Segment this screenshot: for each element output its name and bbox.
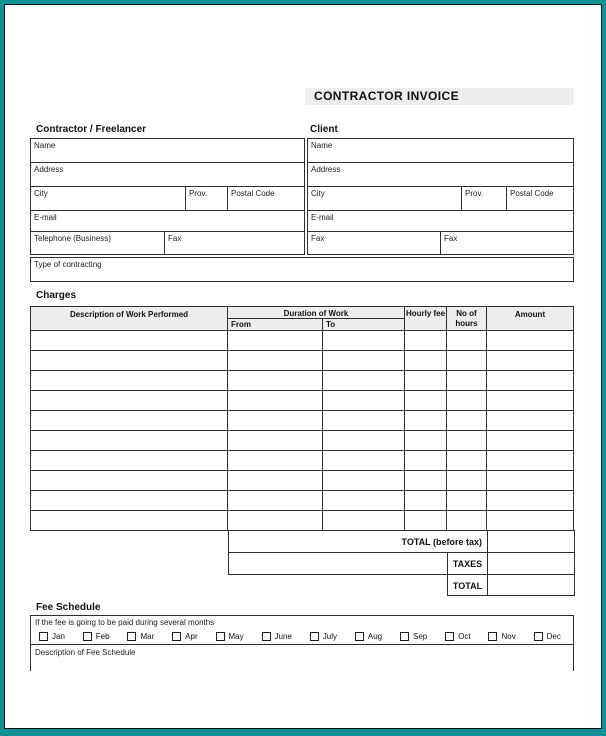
taxes-spacer-cell	[228, 552, 448, 575]
fee-description-field[interactable]	[31, 645, 573, 660]
field-label: Telephone (Business)	[34, 234, 111, 243]
client-prov-field[interactable]	[462, 187, 507, 210]
contractor-telephone-field[interactable]	[31, 232, 165, 254]
charge-cell-description[interactable]	[31, 411, 228, 430]
charge-cell-to[interactable]	[323, 411, 405, 430]
charge-cell-hours[interactable]	[447, 511, 487, 530]
charge-cell-description[interactable]	[31, 391, 228, 410]
charge-cell-hours[interactable]	[447, 491, 487, 510]
checkbox-mar[interactable]	[127, 632, 136, 641]
client-telephone-field[interactable]	[308, 232, 441, 254]
field-label: City	[34, 189, 48, 198]
field-label: Type of contracting	[34, 260, 102, 269]
field-label: E-mail	[311, 213, 334, 222]
charge-cell-from[interactable]	[228, 491, 323, 510]
contractor-info-table	[30, 138, 305, 255]
charge-cell-to[interactable]	[323, 511, 405, 530]
charge-cell-from[interactable]	[228, 471, 323, 490]
charges-table	[30, 306, 574, 531]
month-label: Dec	[546, 631, 561, 641]
fee-schedule-note: If the fee is going to be paid during several months	[35, 618, 215, 627]
field-label: City	[311, 189, 325, 198]
month-option	[83, 632, 110, 641]
checkbox-dec[interactable]	[534, 632, 543, 641]
month-label: Nov	[501, 631, 516, 641]
charge-cell-hourly-fee[interactable]	[405, 511, 447, 530]
charge-cell-from[interactable]	[228, 331, 323, 350]
checkbox-jan[interactable]	[39, 632, 48, 641]
charge-cell-hours[interactable]	[447, 371, 487, 390]
charge-cell-hourly-fee[interactable]	[405, 351, 447, 370]
charges-table-header	[31, 307, 573, 330]
checkbox-feb[interactable]	[83, 632, 92, 641]
month-option	[400, 632, 427, 641]
field-label: Fax	[444, 234, 458, 243]
checkbox-june[interactable]	[262, 632, 271, 641]
field-label: Name	[311, 141, 333, 150]
month-label: Jan	[52, 631, 65, 641]
month-label: Oct	[458, 631, 471, 641]
charge-cell-hourly-fee[interactable]	[405, 431, 447, 450]
field-label: Prov.	[465, 189, 484, 198]
charge-cell-amount[interactable]	[487, 371, 573, 390]
charge-cell-hours[interactable]	[447, 331, 487, 350]
charge-cell-hours[interactable]	[447, 351, 487, 370]
total-before-tax-label: TOTAL (before tax)	[228, 530, 488, 553]
month-label: Sep	[413, 631, 428, 641]
charge-cell-amount[interactable]	[487, 411, 573, 430]
field-label: Address	[34, 165, 64, 174]
charge-cell-amount[interactable]	[487, 511, 573, 530]
charge-cell-hours[interactable]	[447, 391, 487, 410]
charge-cell-from[interactable]	[228, 371, 323, 390]
contractor-prov-field[interactable]	[186, 187, 228, 210]
total-amount-cell[interactable]	[487, 574, 575, 596]
month-label: Feb	[95, 631, 110, 641]
total-row	[447, 574, 575, 596]
charge-cell-from[interactable]	[228, 411, 323, 430]
month-option	[355, 632, 382, 641]
charge-cell-amount[interactable]	[487, 391, 573, 410]
fee-schedule-section-heading: Fee Schedule	[36, 602, 101, 613]
charge-cell-from[interactable]	[228, 451, 323, 470]
checkbox-apr[interactable]	[172, 632, 181, 641]
charge-cell-amount[interactable]	[487, 451, 573, 470]
charge-cell-description[interactable]	[31, 371, 228, 390]
charge-cell-to[interactable]	[323, 491, 405, 510]
month-option	[172, 632, 197, 641]
month-option	[445, 632, 470, 641]
month-option	[216, 632, 244, 641]
month-label: Aug	[367, 631, 383, 641]
field-label: Fax	[311, 234, 325, 243]
charge-cell-amount[interactable]	[487, 351, 573, 370]
charge-cell-amount[interactable]	[487, 491, 573, 510]
charge-cell-from[interactable]	[228, 431, 323, 450]
charge-cell-amount[interactable]	[487, 431, 573, 450]
charge-cell-hourly-fee[interactable]	[405, 391, 447, 410]
client-city-field[interactable]	[308, 187, 462, 210]
field-label: Description of Fee Schedule	[35, 648, 136, 657]
field-label: Postal Code	[231, 189, 275, 198]
month-label: June	[274, 631, 292, 641]
client-fax-field[interactable]	[441, 232, 573, 254]
charge-cell-description[interactable]	[31, 491, 228, 510]
fee-schedule-box	[30, 615, 574, 671]
contractor-section-heading: Contractor / Freelancer	[36, 124, 147, 135]
checkbox-july[interactable]	[310, 632, 319, 641]
month-option	[488, 632, 515, 641]
page-title: CONTRACTOR INVOICE	[305, 88, 574, 105]
contractor-address-field[interactable]	[31, 163, 304, 186]
type-of-contracting-field[interactable]	[30, 257, 574, 282]
contractor-email-field[interactable]	[31, 211, 304, 231]
charge-cell-hours[interactable]	[447, 411, 487, 430]
charge-cell-to[interactable]	[323, 391, 405, 410]
charge-row	[31, 490, 573, 510]
col-header-from: From	[228, 319, 323, 330]
month-label: July	[322, 631, 337, 641]
taxes-row	[228, 552, 575, 575]
invoice-page	[4, 4, 602, 729]
charge-cell-description[interactable]	[31, 451, 228, 470]
charge-row	[31, 510, 573, 530]
month-label: Apr	[185, 631, 198, 641]
checkbox-aug[interactable]	[355, 632, 364, 641]
col-header-to: To	[326, 320, 336, 329]
client-section-heading: Client	[310, 124, 338, 135]
month-label: Mar	[140, 631, 155, 641]
field-label: Name	[34, 141, 56, 150]
charge-row	[31, 370, 573, 390]
contractor-postal-code-field[interactable]	[228, 187, 304, 210]
charge-cell-hours[interactable]	[447, 451, 487, 470]
fee-schedule-months-row	[31, 628, 573, 645]
checkbox-sep[interactable]	[400, 632, 409, 641]
client-info-table	[307, 138, 574, 255]
total-before-tax-amount-cell[interactable]	[487, 530, 575, 553]
charges-table-body	[31, 330, 573, 530]
charge-cell-description[interactable]	[31, 471, 228, 490]
charge-row	[31, 430, 573, 450]
charge-cell-amount[interactable]	[487, 471, 573, 490]
client-email-field[interactable]	[308, 211, 573, 231]
charge-row	[31, 450, 573, 470]
charge-cell-hourly-fee[interactable]	[405, 331, 447, 350]
field-label: E-mail	[34, 213, 57, 222]
charge-cell-description[interactable]	[31, 331, 228, 350]
charge-cell-amount[interactable]	[487, 331, 573, 350]
charge-cell-to[interactable]	[323, 331, 405, 350]
charges-section-heading: Charges	[36, 290, 77, 301]
field-label: Fax	[168, 234, 182, 243]
charge-cell-description[interactable]	[31, 431, 228, 450]
month-label: May	[228, 631, 244, 641]
charge-cell-hourly-fee[interactable]	[405, 491, 447, 510]
taxes-amount-cell[interactable]	[487, 552, 575, 575]
checkbox-may[interactable]	[216, 632, 225, 641]
col-header-description: Description of Work Performed	[31, 307, 228, 330]
col-header-no-of-hours: No of hours	[447, 307, 487, 330]
charge-cell-description[interactable]	[31, 351, 228, 370]
client-postal-code-field[interactable]	[507, 187, 573, 210]
col-header-hourly-fee: Hourly fee	[405, 307, 447, 330]
charge-cell-from[interactable]	[228, 511, 323, 530]
field-label: Address	[311, 165, 341, 174]
charge-cell-to[interactable]	[323, 431, 405, 450]
month-option	[534, 632, 561, 641]
charge-row	[31, 470, 573, 490]
charge-cell-to[interactable]	[323, 371, 405, 390]
charge-cell-hourly-fee[interactable]	[405, 451, 447, 470]
taxes-label: TAXES	[447, 552, 488, 575]
charge-cell-hourly-fee[interactable]	[405, 411, 447, 430]
charge-cell-description[interactable]	[31, 511, 228, 530]
charge-row	[31, 410, 573, 430]
charge-cell-from[interactable]	[228, 351, 323, 370]
charge-cell-from[interactable]	[228, 391, 323, 410]
charge-cell-to[interactable]	[323, 471, 405, 490]
contractor-name-field[interactable]	[31, 139, 304, 162]
contractor-city-field[interactable]	[31, 187, 186, 210]
field-label: Prov.	[189, 189, 208, 198]
month-option	[39, 632, 65, 641]
client-address-field[interactable]	[308, 163, 573, 186]
checkbox-nov[interactable]	[488, 632, 497, 641]
charge-cell-hourly-fee[interactable]	[405, 471, 447, 490]
month-option	[127, 632, 154, 641]
charge-row	[31, 390, 573, 410]
charge-cell-to[interactable]	[323, 351, 405, 370]
charge-cell-to[interactable]	[323, 451, 405, 470]
col-header-amount: Amount	[514, 310, 546, 319]
charge-row	[31, 330, 573, 350]
total-before-tax-row	[228, 530, 575, 553]
charge-cell-hourly-fee[interactable]	[405, 371, 447, 390]
field-label: Postal Code	[510, 189, 554, 198]
charge-cell-hours[interactable]	[447, 431, 487, 450]
col-header-duration-title: Duration of Work	[283, 309, 349, 318]
checkbox-oct[interactable]	[445, 632, 454, 641]
contractor-fax-field[interactable]	[165, 232, 304, 254]
charge-row	[31, 350, 573, 370]
client-name-field[interactable]	[308, 139, 573, 162]
col-header-duration	[228, 307, 405, 330]
month-option	[310, 632, 337, 641]
month-option	[262, 632, 292, 641]
total-label: TOTAL	[447, 574, 488, 596]
charge-cell-hours[interactable]	[447, 471, 487, 490]
